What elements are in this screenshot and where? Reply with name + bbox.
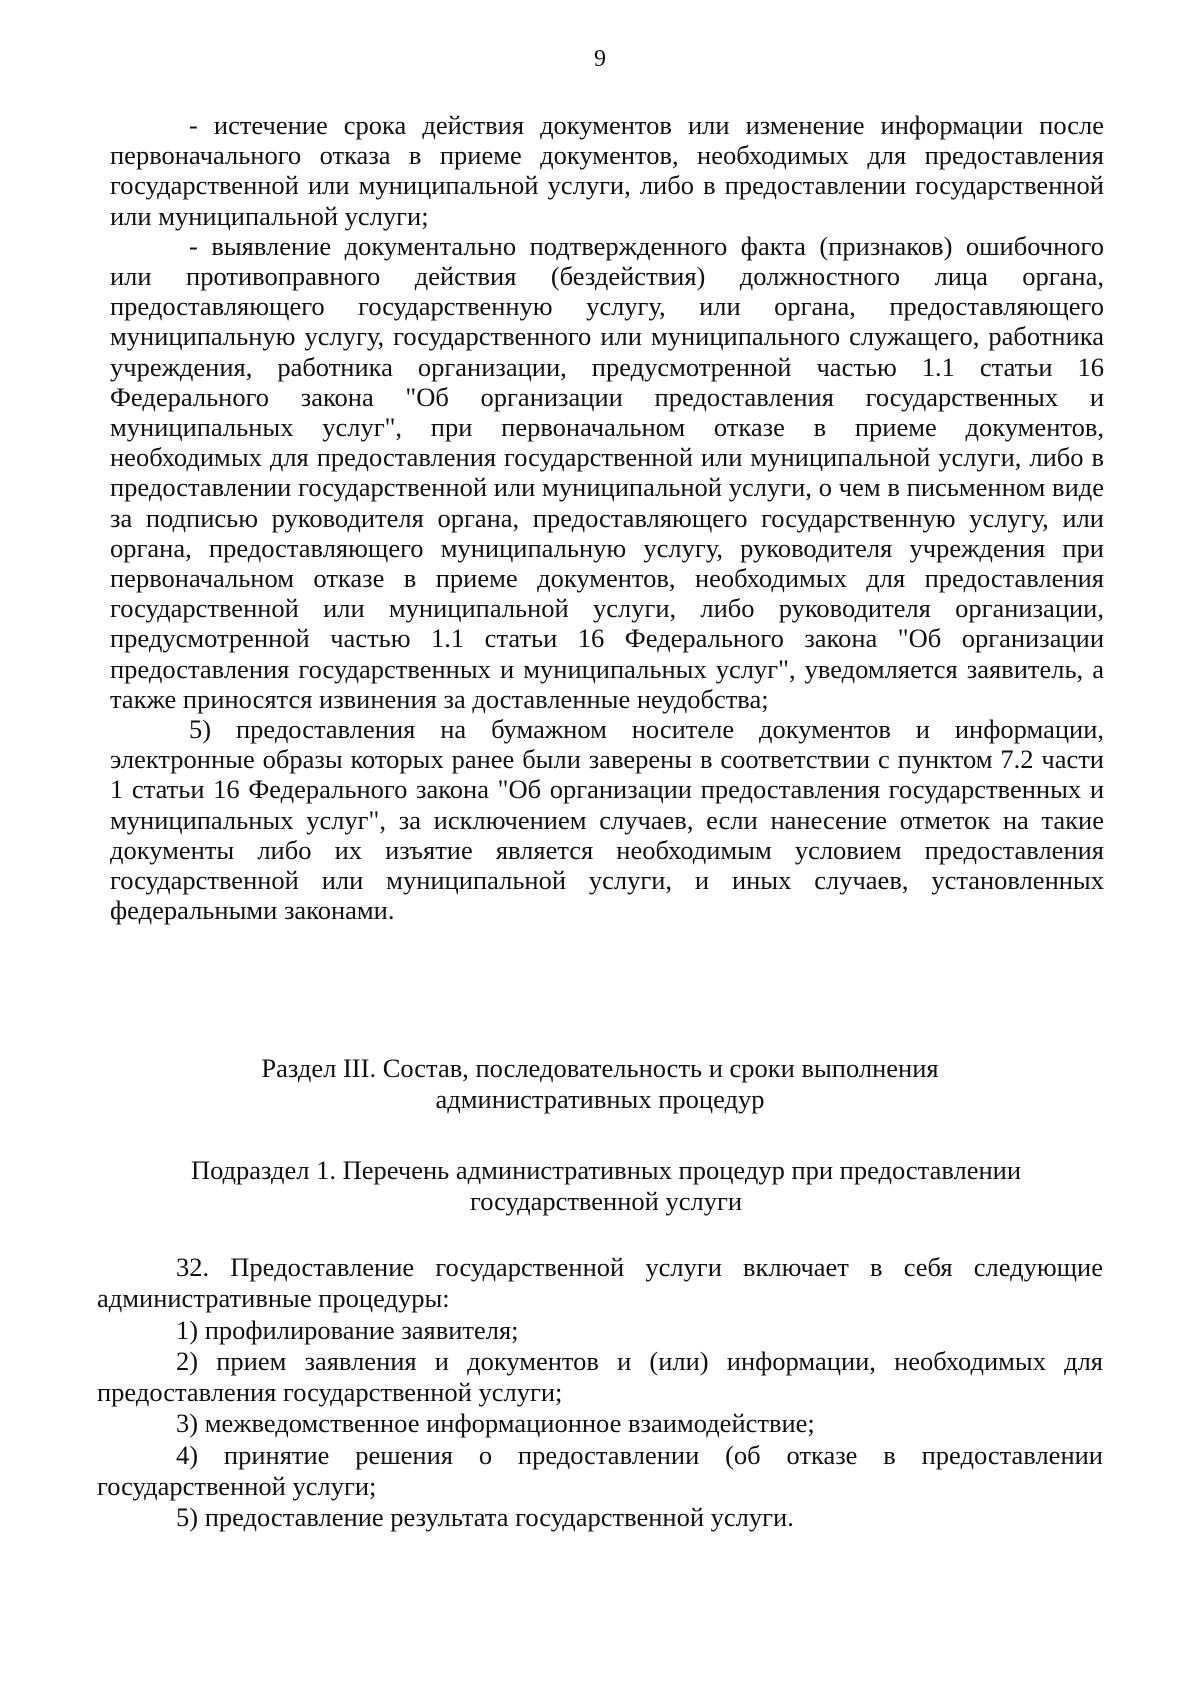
- subsection-heading-line-1: Подраздел 1. Перечень административных процедур при предоставлении: [190, 1155, 1022, 1185]
- list-item: 1) профилирование заявителя;: [176, 1314, 519, 1345]
- paragraph-item-5: 5) предоставления на бумажном носителе документов и информации, электронные образы которых ранее были заверены в соответствии с пунктом 7.2 части 1 статьи 16 Федерального закона "Об организации предоставления государственных и муниципальных услуг", за исключением случаев, если нанесение отметок на такие документы либо их изъятие является необходимым условием предоставления государственной или муниципальной услуги, и иных случаев, установленных федеральными законами.: [110, 714, 1104, 926]
- section-heading-line-1: Раздел III. Состав, последовательность и сроки выполнения: [261, 1053, 939, 1083]
- paragraph-error-detection: - выявление документально подтвержденного факта (признаков) ошибочного или противоправного действия (бездействия) должностного лица органа, предоставляющего государственную услугу, или органа, предоставляющего муниципальную услугу, государственного или муниципального служащего, работника учреждения, работника организации, предусмотренной частью 1.1 статьи 16 Федерального закона "Об организации предоставления государственных и муниципальных услуг", при первоначальном отказе в приеме документов, необходимых для предоставления государственной или муниципальной услуги, либо в предоставлении государственной или муниципальной услуги, о чем в письменном виде за подписью руководителя органа, предоставляющего государственную услугу, или органа, предоставляющего муниципальную услугу, руководителя учреждения при первоначальном отказе в приеме документов, необходимых для предоставления государственной или муниципальной услуги, либо руководителя организации, предусмотренной частью 1.1 статьи 16 Федерального закона "Об организации предоставления государственных и муниципальных услуг", уведомляется заявитель, а также приносятся извинения за доставленные неудобства;: [110, 230, 1104, 714]
- list-item: 2) прием заявления и документов и (или) информации, необходимых для предоставления государственной услуги;: [97, 1345, 1103, 1408]
- subsection-heading: [6, 1155, 1200, 1217]
- list-item: 4) принятие решения о предоставлении (об отказе в предоставлении государственной услуги;: [97, 1439, 1103, 1502]
- paragraph-expiry: - истечение срока действия документов или изменение информации после первоначального отказа в приеме документов, необходимых для предоставления государственной или муниципальной услуги, либо в предоставлении государственной или муниципальной услуги;: [110, 110, 1104, 231]
- clause-32-intro: 32. Предоставление государственной услуги включает в себя следующие административные процедуры:: [97, 1252, 1103, 1314]
- body-text: [110, 110, 1104, 925]
- list-item: 5) предоставление результата государственной услуги.: [176, 1502, 794, 1533]
- clause-32: [97, 1252, 1103, 1534]
- page-number: 9: [594, 46, 606, 72]
- list-item: 3) межведомственное информационное взаимодействие;: [176, 1408, 815, 1439]
- subsection-heading-line-2: государственной услуги: [469, 1186, 743, 1216]
- section-heading-line-2: административных процедур: [435, 1084, 765, 1114]
- section-heading: [0, 1053, 1200, 1115]
